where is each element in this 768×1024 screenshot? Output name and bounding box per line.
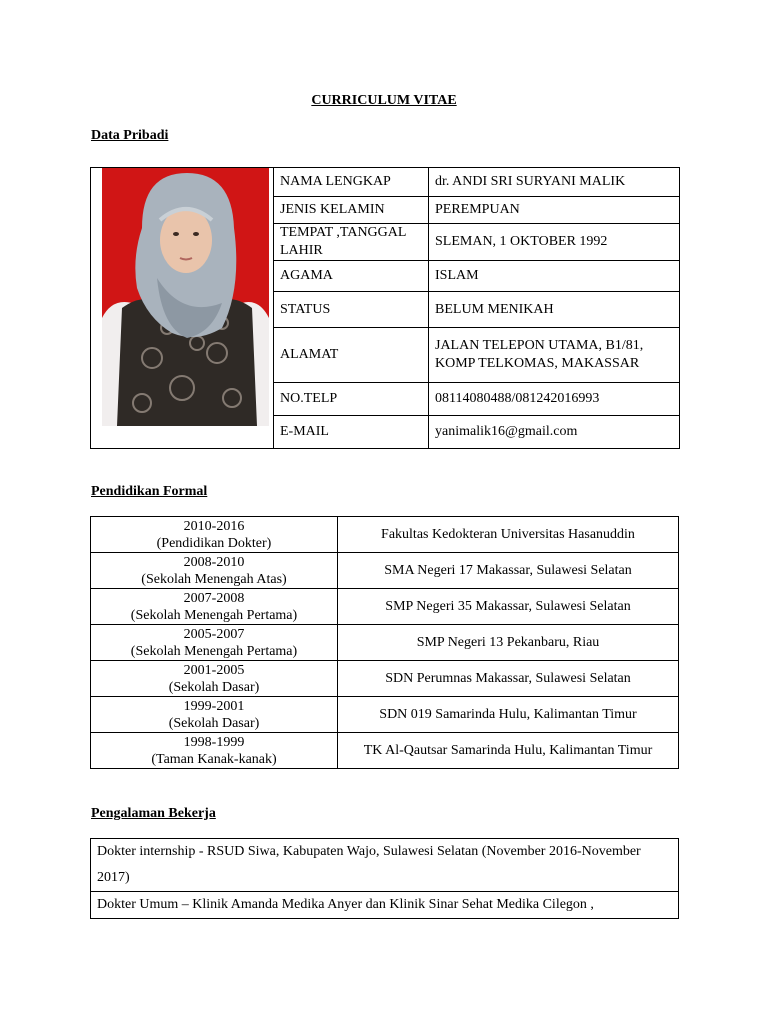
value-tempat-tanggal-lahir: SLEMAN, 1 OKTOBER 1992 bbox=[429, 224, 680, 261]
value-status: BELUM MENIKAH bbox=[429, 292, 680, 328]
label-alamat: ALAMAT bbox=[274, 328, 429, 383]
label-email: E-MAIL bbox=[274, 416, 429, 449]
table-row bbox=[91, 517, 679, 553]
education-period bbox=[91, 517, 338, 553]
education-years: 2008-2010 bbox=[183, 554, 245, 570]
label-tempat-tanggal-lahir: TEMPAT ,TANGGAL LAHIR bbox=[274, 224, 429, 261]
value-email: yanimalik16@gmail.com bbox=[429, 416, 680, 449]
education-level: (Sekolah Menengah Pertama) bbox=[130, 643, 298, 659]
education-period bbox=[91, 661, 338, 697]
table-row bbox=[91, 589, 679, 625]
section-heading-personal: Data Pribadi bbox=[91, 128, 169, 143]
table-row bbox=[91, 661, 679, 697]
value-agama: ISLAM bbox=[429, 261, 680, 292]
table-row bbox=[91, 892, 679, 919]
label-status: STATUS bbox=[274, 292, 429, 328]
table-row bbox=[91, 839, 679, 892]
work-item: Dokter Umum – Klinik Amanda Medika Anyer dan Klinik Sinar Sehat Medika Cilegon , bbox=[91, 892, 679, 919]
education-period bbox=[91, 589, 338, 625]
label-no-telp: NO.TELP bbox=[274, 383, 429, 416]
table-row bbox=[91, 733, 679, 769]
table-row bbox=[91, 168, 680, 197]
education-years: 2001-2005 bbox=[183, 662, 245, 678]
education-table bbox=[90, 516, 679, 769]
education-school: Fakultas Kedokteran Universitas Hasanuddin bbox=[338, 517, 679, 553]
section-heading-work: Pengalaman Bekerja bbox=[91, 806, 216, 821]
photo-cell bbox=[91, 168, 274, 449]
value-nama-lengkap: dr. ANDI SRI SURYANI MALIK bbox=[429, 168, 680, 197]
education-period bbox=[91, 553, 338, 589]
table-row bbox=[91, 625, 679, 661]
education-years: 1998-1999 bbox=[183, 734, 245, 750]
education-school: SMP Negeri 13 Pekanbaru, Riau bbox=[338, 625, 679, 661]
education-school: SDN 019 Samarinda Hulu, Kalimantan Timur bbox=[338, 697, 679, 733]
education-level: (Sekolah Menengah Pertama) bbox=[130, 607, 298, 623]
value-alamat: JALAN TELEPON UTAMA, B1/81, KOMP TELKOMAS, MAKASSAR bbox=[429, 328, 680, 383]
value-no-telp: 08114080488/081242016993 bbox=[429, 383, 680, 416]
section-heading-education: Pendidikan Formal bbox=[91, 484, 208, 499]
education-level: (Pendidikan Dokter) bbox=[156, 535, 272, 551]
education-level: (Sekolah Menengah Atas) bbox=[141, 571, 287, 587]
education-period bbox=[91, 697, 338, 733]
page-title: CURRICULUM VITAE bbox=[311, 93, 457, 108]
profile-photo bbox=[102, 168, 269, 426]
education-school: SMP Negeri 35 Makassar, Sulawesi Selatan bbox=[338, 589, 679, 625]
education-level: (Sekolah Dasar) bbox=[168, 715, 260, 731]
education-period bbox=[91, 625, 338, 661]
label-nama-lengkap: NAMA LENGKAP bbox=[274, 168, 429, 197]
education-school: SDN Perumnas Makassar, Sulawesi Selatan bbox=[338, 661, 679, 697]
education-school: SMA Negeri 17 Makassar, Sulawesi Selatan bbox=[338, 553, 679, 589]
education-years: 2005-2007 bbox=[183, 626, 245, 642]
education-level: (Taman Kanak-kanak) bbox=[151, 751, 277, 767]
education-school: TK Al-Qautsar Samarinda Hulu, Kalimantan Timur bbox=[338, 733, 679, 769]
label-agama: AGAMA bbox=[274, 261, 429, 292]
personal-data-table bbox=[90, 167, 680, 449]
table-row bbox=[91, 553, 679, 589]
portrait-illustration bbox=[102, 168, 269, 426]
education-level: (Sekolah Dasar) bbox=[168, 679, 260, 695]
table-row bbox=[91, 697, 679, 733]
work-experience-table bbox=[90, 838, 679, 919]
education-period bbox=[91, 733, 338, 769]
label-jenis-kelamin: JENIS KELAMIN bbox=[274, 197, 429, 224]
education-years: 2007-2008 bbox=[183, 590, 245, 606]
education-years: 2010-2016 bbox=[183, 518, 245, 534]
education-years: 1999-2001 bbox=[183, 698, 245, 714]
work-item: Dokter internship - RSUD Siwa, Kabupaten Wajo, Sulawesi Selatan (November 2016-November 2017) bbox=[91, 839, 679, 892]
value-jenis-kelamin: PEREMPUAN bbox=[429, 197, 680, 224]
